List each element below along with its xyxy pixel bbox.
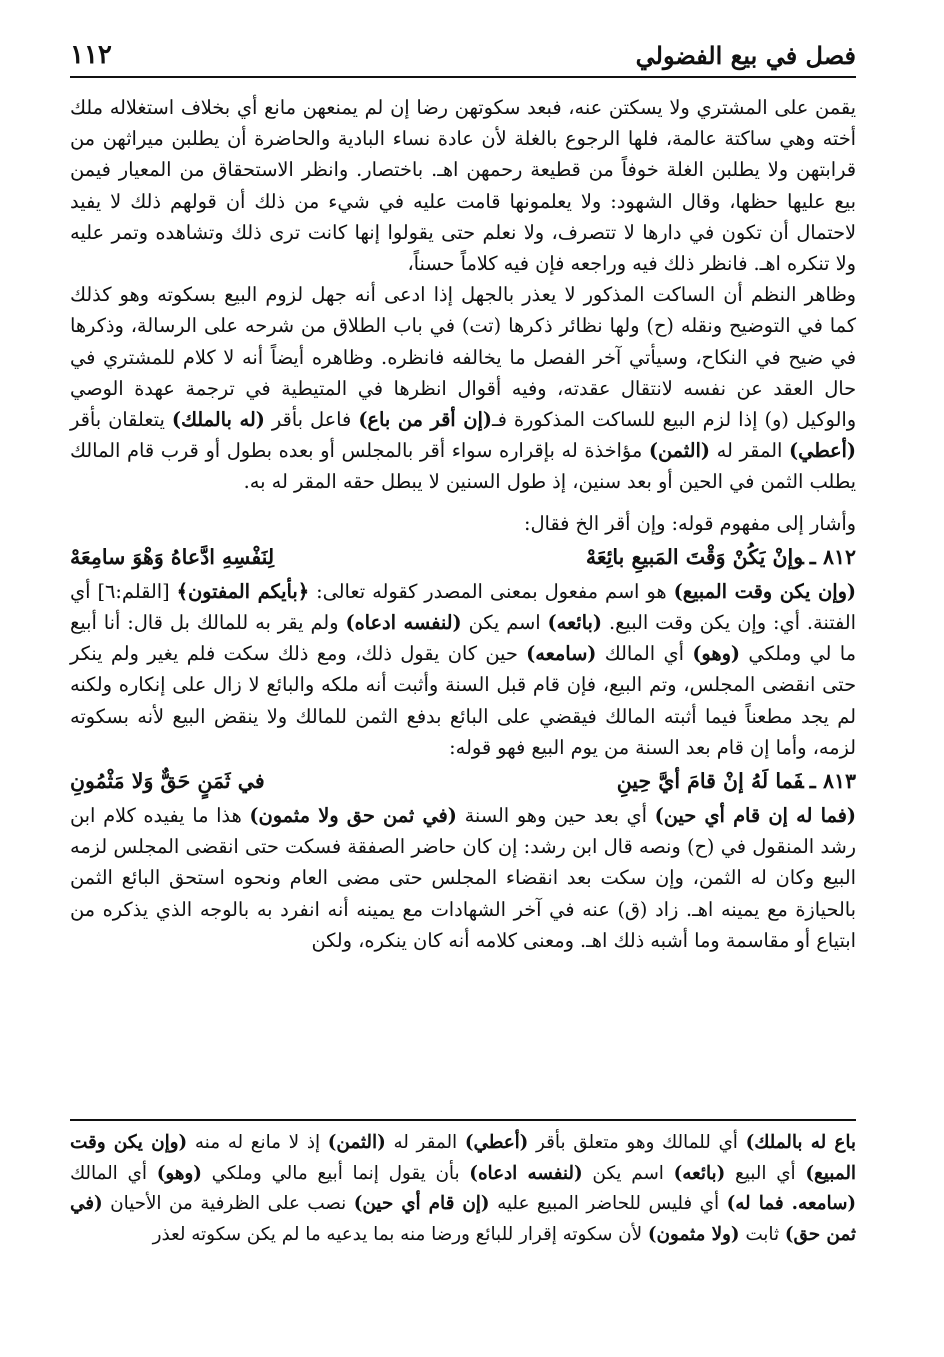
- paragraph-2: وظاهر النظم أن الساكت المذكور لا يعذر بالجهل إذا ادعى أنه جهل لزوم البيع بسكوته وهو كذلك كما في التوضيح ونقله (ح) ولها نظائر ذكرها (تت) في باب الطلاق من شرحه على الرسالة، وذكرها في ضيح في النكاح، وسيأتي آخر الفصل ما يخالفه فانظره. وظاهره أيضاً أنه لا كلام للمشتري في حال العقد عن نفسه لانتقال عقدته، وفيه أقوال انظرها في المتيطية في ترجمة عهدة الوصي والوكيل (و) إذا لزم البيع للساكت المذكورة فـ(إن أقر من باع) فاعل بأقر (له بالملك) يتعلقان بأقر (أعطي) المقر له (الثمن) مؤاخذة له بإقراره سواء أقر بالمجلس أو بعده بطول أو قرب قام المالك يطلب الثمن في الحين أو بعد سنين، إذ طول السنين لا يبطل حقه المقر له به.: [70, 283, 857, 494]
- paragraph-3: وأشار إلى مفهوم قوله: وإن أقر الخ فقال:: [523, 511, 856, 535]
- verse-number: ٨١٣ ـ: [809, 769, 856, 794]
- running-title: فصل في بيع الفضولي: [635, 41, 856, 70]
- page-number: ١١٢: [70, 40, 112, 70]
- verse-812-first-hemistich: ٨١٢ ـوإنْ يَكُنْ وَقْتَ المَبيعِ بائِعَهْ: [585, 544, 856, 569]
- verse-813-second-hemistich: في ثَمَنٍ حَقٌّ وَلا مَثْمُونِ: [70, 769, 265, 794]
- verse-813: [70, 765, 856, 798]
- footnote-paragraph: باع له بالملك) أي للمالك وهو متعلق بأقر (أعطي) المقر له (الثمن) إذ لا مانع له منه (وإن يكن وقت المبيع) أي البيع (بائعه) اسم يكن (لنفسه ادعاه) بأن يقول إنما أبيع مالي وملكي (وهو) أي المالك (سامعه. فما له) أي فليس للحاضر المبيع عليه (إن قام أي حين) نصب على الظرفية من الأحيان (في ثمن حق) ثابت (ولا مثمون) لأن سكوته إقرار للبائع ورضا منه بما يدعيه ما لم يكن سكوته لعذر: [70, 1132, 857, 1245]
- main-text: [70, 92, 856, 956]
- verse-number: ٨١٢ ـ: [809, 544, 856, 569]
- paragraph-5: (فما له إن قام أي حين) أي بعد حين وهو السنة (في ثمن حق ولا مثمون) هذا ما يفيده كلام ابن رشد المنقول في (ح) ونصه قال ابن رشد: إن كان حاضر الصفقة فسكت حتى انقضى المجلس لزمه البيع وكان له الثمن، وإن سكت بعد انقضاء المجلس حتى مضى العام ونحوه استحق البائع الثمن بالحيازة مع يمينه اهـ. زاد (ق) عنه في آخر الشهادات مع يمينه أنه انفرد به بالوجه الذي يذكره من ابتياع أو مقاسمة وما أشبه ذلك اهـ. ومعنى كلامه أنه كان ينكره، ولكن: [70, 804, 856, 952]
- verse-813-first-hemistich: ٨١٣ ـفَما لَهُ إنْ قامَ أيَّ حِينِ: [616, 769, 856, 794]
- page-header: [70, 30, 856, 78]
- footnote-commentary: [70, 1128, 856, 1250]
- verse-812: [70, 541, 856, 574]
- footnote-divider: [70, 1119, 856, 1121]
- paragraph-4: (وإن يكن وقت المبيع) هو اسم مفعول بمعنى المصدر كقوله تعالى: ﴿بأيكم المفتون﴾ [القلم:٦] أي الفتنة. أي: وإن يكن وقت البيع. (بائعه) اسم يكن (لنفسه ادعاه) ولم يقر به للمالك بل قال: أنا أبيع ما لي وملكي (وهو) أي المالك (سامعه) حين كان يقول ذلك، ومع ذلك سكت فلم يغير ولم ينكر حتى انقضى المجلس، وتم البيع، فإن قام قبل السنة وأثبت أنه ملكه والبائع لا زال على إنكاره ولكنه لم يجد مطعناً فيما أثبته المالك فيقضي على البائع بدفع الثمن للمالك ولا ينقض البيع لأنه بسكوته لزمه، وأما إن قام بعد السنة من يوم البيع فهو قوله:: [70, 579, 857, 759]
- paragraph-1: يقمن على المشتري ولا يسكتن عنه، فبعد سكوتهن رضا إن لم يمنعهن مانع أي بخلاف استغلاله ملك أخته وهي ساكتة عالمة، فلها الرجوع بالغلة لأن عادة نساء البادية والحاضرة أن يطلبن ميراثهن من قرابتهن ولا يطلبن الغلة خوفاً من قطيعة رحمهن اهـ. باختصار. وانظر الاستحقاق من المعيار فيمن بيع عليها حظها، وقال الشهود: ولا يعلمونها قامت عليه في شيء من ذلك أن قولهم ذلك لا يفيد لاحتمال أن تكون في دارها لا تتصرف، ولا نعلم حتى يقولوا إنها كانت ترى ذلك وتشاهده وتمر عليه ولا تنكره اهـ. فانظر ذلك فيه وراجعه فإن فيه كلاماً حسناً،: [70, 96, 856, 276]
- verse-812-second-hemistich: لِنَفْسِهِ ادَّعاهُ وَهْوَ سامِعَهْ: [70, 544, 275, 569]
